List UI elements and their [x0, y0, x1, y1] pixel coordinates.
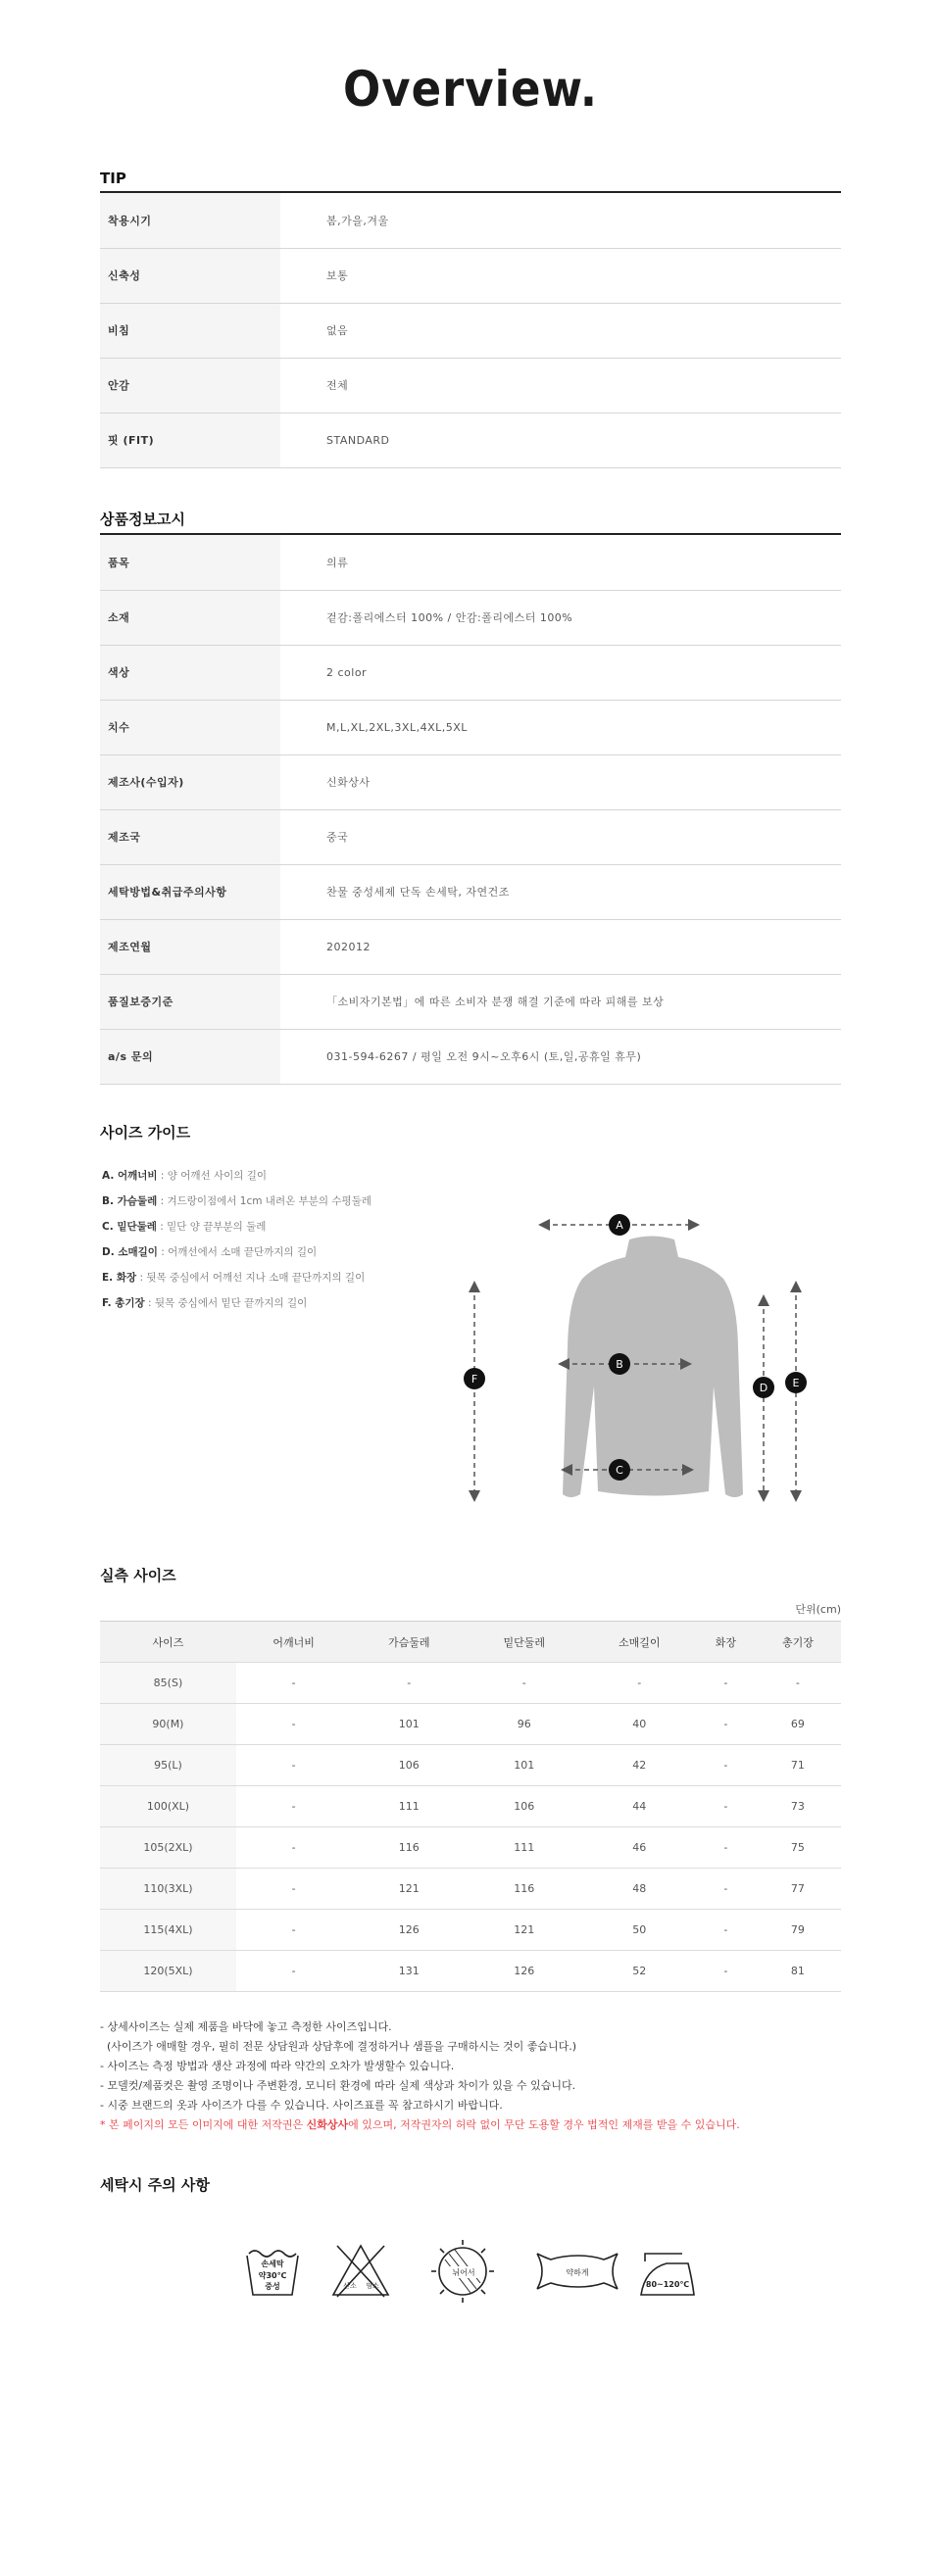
size-cell: -: [697, 1869, 755, 1910]
overview-title: Overview.: [343, 61, 598, 118]
table-row: [100, 974, 841, 1029]
size-cell: 73: [755, 1786, 841, 1827]
size-cell: -: [697, 1786, 755, 1827]
svg-text:D: D: [759, 1382, 768, 1394]
size-cell: -: [236, 1786, 352, 1827]
row-value: 없음: [280, 303, 841, 358]
table-row: [100, 1786, 841, 1827]
column-header: 소매길이: [582, 1622, 698, 1663]
list-item: [102, 1244, 371, 1270]
svg-text:염소: 염소: [366, 2282, 379, 2290]
row-label: 제조국: [100, 809, 280, 864]
list-item: [102, 1193, 371, 1219]
jacket-diagram: [451, 1200, 823, 1514]
guide-desc: : 밑단 양 끝부분의 둘레: [156, 1221, 267, 1233]
guide-desc: : 어깨선에서 소매 끝단까지의 길이: [157, 1246, 318, 1258]
svg-text:중성: 중성: [265, 2282, 280, 2291]
size-cell: 75: [755, 1827, 841, 1869]
size-cell: -: [755, 1663, 841, 1704]
row-label: a/s 문의: [100, 1029, 280, 1084]
wash-section: [100, 2174, 841, 2195]
table-row: [100, 413, 841, 467]
copyright-brand: 신화상사: [306, 2118, 349, 2131]
row-value: 전체: [280, 358, 841, 413]
column-header: 화장: [697, 1622, 755, 1663]
size-cell-label: 105(2XL): [100, 1827, 236, 1869]
size-cell: 121: [351, 1869, 467, 1910]
column-header: 총기장: [755, 1622, 841, 1663]
wash-title: 세탁시 주의 사항: [100, 2176, 210, 2194]
notice-title: 상품정보고시: [100, 510, 185, 528]
row-label: 제조연월: [100, 919, 280, 974]
tip-header: [100, 170, 841, 193]
table-row: [100, 754, 841, 809]
size-cell: 44: [582, 1786, 698, 1827]
table-row: [100, 864, 841, 919]
size-cell: 50: [582, 1910, 698, 1951]
row-label: 핏 (FIT): [100, 413, 280, 467]
note-line: - 사이즈는 측정 방법과 생산 과정에 따라 약간의 오차가 발생할수 있습니다.: [100, 2060, 455, 2072]
table-row: [100, 1745, 841, 1786]
size-cell-label: 100(XL): [100, 1786, 236, 1827]
size-cell: 42: [582, 1745, 698, 1786]
svg-text:약30℃: 약30℃: [258, 2271, 287, 2280]
column-header: 사이즈: [100, 1622, 236, 1663]
size-cell: -: [236, 1951, 352, 1992]
table-row: [100, 645, 841, 700]
svg-text:B: B: [616, 1358, 623, 1371]
tip-section: [100, 170, 841, 468]
note-line: - 시중 브랜드의 옷과 사이즈가 다를 수 있습니다. 사이즈표를 꼭 참고하시기 바랍니다.: [100, 2099, 503, 2112]
guide-desc: : 겨드랑이점에서 1cm 내려온 부분의 수평둘레: [157, 1195, 371, 1207]
size-cell-label: 120(5XL): [100, 1951, 236, 1992]
row-value: 찬물 중성세제 단독 손세탁, 자연건조: [280, 864, 841, 919]
copyright-note: [100, 2115, 740, 2135]
size-cell: 131: [351, 1951, 467, 1992]
hand-wash-icon: [247, 2251, 298, 2295]
size-cell: -: [697, 1951, 755, 1992]
guide-key: B. 가슴둘레: [102, 1195, 158, 1207]
row-value: 202012: [280, 919, 841, 974]
row-value: 겉감:폴리에스터 100% / 안감:폴리에스터 100%: [280, 590, 841, 645]
table-row: [100, 1951, 841, 1992]
size-cell: -: [697, 1745, 755, 1786]
size-guide-list: [102, 1168, 371, 1321]
table-row: [100, 1029, 841, 1084]
size-cell: 126: [467, 1951, 582, 1992]
row-label: 착용시기: [100, 193, 280, 248]
size-cell: 121: [467, 1910, 582, 1951]
size-cell: 111: [351, 1786, 467, 1827]
size-table: [100, 1621, 841, 1992]
row-value: 2 color: [280, 645, 841, 700]
row-value: 봄,가을,겨울: [280, 193, 841, 248]
actual-size-section: [100, 1565, 841, 1992]
guide-key: F. 총기장: [102, 1297, 145, 1309]
size-guide-title-wrap: [100, 1122, 841, 1142]
size-cell: 111: [467, 1827, 582, 1869]
actual-size-title: 실측 사이즈: [100, 1567, 176, 1584]
size-cell-label: 95(L): [100, 1745, 236, 1786]
svg-text:C: C: [616, 1464, 623, 1477]
size-cell: 126: [351, 1910, 467, 1951]
table-header-row: [100, 1622, 841, 1663]
size-cell: -: [467, 1663, 582, 1704]
row-label: 제조사(수입자): [100, 754, 280, 809]
table-row: [100, 1827, 841, 1869]
table-row: [100, 193, 841, 248]
table-row: [100, 1869, 841, 1910]
guide-key: A. 어깨너비: [102, 1170, 158, 1182]
note-line: - 상세사이즈는 실제 제품을 바닥에 놓고 측정한 사이즈입니다.: [100, 2020, 392, 2033]
guide-key: D. 소매길이: [102, 1246, 158, 1258]
svg-text:약하게: 약하게: [566, 2268, 589, 2277]
size-cell: 48: [582, 1869, 698, 1910]
size-cell: 77: [755, 1869, 841, 1910]
size-cell: 116: [351, 1827, 467, 1869]
table-row: [100, 535, 841, 590]
marker-b: [609, 1353, 630, 1375]
size-cell: 106: [467, 1786, 582, 1827]
svg-text:E: E: [792, 1377, 800, 1389]
svg-text:F: F: [470, 1373, 478, 1385]
size-cell: 101: [351, 1704, 467, 1745]
size-cell: 71: [755, 1745, 841, 1786]
size-table-body: [100, 1663, 841, 1992]
guide-desc: : 뒷목 중심에서 밑단 끝까지의 길이: [144, 1297, 308, 1309]
list-item: [102, 1168, 371, 1193]
row-value: 의류: [280, 535, 841, 590]
size-cell: -: [236, 1704, 352, 1745]
note-line: - 모델컷/제품컷은 촬영 조명이나 주변환경, 모니터 환경에 따라 실제 색상과 차이가 있을 수 있습니다.: [100, 2079, 576, 2092]
guide-key: E. 화장: [102, 1272, 137, 1284]
size-cell: -: [351, 1663, 467, 1704]
size-cell: -: [236, 1869, 352, 1910]
row-label: 색상: [100, 645, 280, 700]
table-row: [100, 303, 841, 358]
size-cell-label: 115(4XL): [100, 1910, 236, 1951]
size-cell: -: [697, 1910, 755, 1951]
row-label: 소재: [100, 590, 280, 645]
list-item: [102, 1295, 371, 1321]
row-value: 031-594-6267 / 평일 오전 9시~오후6시 (토,일,공휴일 휴무): [280, 1029, 841, 1084]
list-item: [102, 1219, 371, 1244]
marker-e: [785, 1372, 807, 1393]
row-value: 신화상사: [280, 754, 841, 809]
size-cell: -: [236, 1827, 352, 1869]
table-row: [100, 700, 841, 754]
size-cell: 101: [467, 1745, 582, 1786]
size-cell: 116: [467, 1869, 582, 1910]
column-header: 밑단둘레: [467, 1622, 582, 1663]
table-row: [100, 1704, 841, 1745]
table-row: [100, 1663, 841, 1704]
size-cell: 81: [755, 1951, 841, 1992]
unit-label: 단위(cm): [795, 1603, 841, 1616]
table-row: [100, 358, 841, 413]
row-label: 신축성: [100, 248, 280, 303]
size-cell: -: [236, 1663, 352, 1704]
guide-key: C. 밑단둘레: [102, 1221, 157, 1233]
row-label: 치수: [100, 700, 280, 754]
size-cell: -: [697, 1827, 755, 1869]
table-row: [100, 919, 841, 974]
iron-icon: [641, 2254, 694, 2295]
copyright-text: 에 있으며, 저작권자의 허락 없이 무단 도용할 경우 법적인 제재를 받을 수 있습니다.: [348, 2118, 740, 2131]
row-label: 세탁방법&취급주의사항: [100, 864, 280, 919]
jacket-silhouette: [563, 1237, 743, 1498]
size-cell: 40: [582, 1704, 698, 1745]
column-header: 가슴둘레: [351, 1622, 467, 1663]
table-row: [100, 809, 841, 864]
marker-c: [609, 1459, 630, 1481]
row-value: 「소비자기본법」에 따른 소비자 분쟁 해결 기준에 따라 피해를 보상: [280, 974, 841, 1029]
guide-desc: : 양 어깨선 사이의 길이: [157, 1170, 268, 1182]
row-label: 안감: [100, 358, 280, 413]
size-cell: -: [582, 1663, 698, 1704]
list-item: [102, 1270, 371, 1295]
size-cell: -: [697, 1704, 755, 1745]
notes: [100, 2017, 740, 2135]
row-label: 품질보증기준: [100, 974, 280, 1029]
svg-text:80~120℃: 80~120℃: [645, 2280, 690, 2289]
tip-table: [100, 193, 841, 468]
size-cell-label: 90(M): [100, 1704, 236, 1745]
row-value: 중국: [280, 809, 841, 864]
size-cell: -: [236, 1910, 352, 1951]
marker-f: [464, 1368, 485, 1389]
size-cell: 79: [755, 1910, 841, 1951]
row-value: 보통: [280, 248, 841, 303]
row-label: 비침: [100, 303, 280, 358]
wash-icons: [235, 2232, 706, 2310]
column-header: 어깨너비: [236, 1622, 352, 1663]
size-cell: -: [236, 1745, 352, 1786]
size-cell: 69: [755, 1704, 841, 1745]
row-label: 품목: [100, 535, 280, 590]
no-bleach-icon: [333, 2246, 388, 2297]
size-cell-label: 110(3XL): [100, 1869, 236, 1910]
row-value: STANDARD: [280, 413, 841, 467]
guide-desc: : 뒷목 중심에서 어깨선 지나 소매 끝단까지의 길이: [136, 1272, 366, 1284]
notice-section: [100, 509, 841, 1085]
gentle-wring-icon: [537, 2254, 618, 2289]
size-guide-title: 사이즈 가이드: [100, 1124, 191, 1142]
size-cell-label: 85(S): [100, 1663, 236, 1704]
size-cell: 52: [582, 1951, 698, 1992]
table-row: [100, 248, 841, 303]
shade-dry-icon: [431, 2240, 494, 2303]
size-cell: 46: [582, 1827, 698, 1869]
table-row: [100, 1910, 841, 1951]
marker-d: [753, 1377, 774, 1398]
svg-text:A: A: [616, 1219, 623, 1232]
notice-header: [100, 509, 841, 535]
svg-text:손세탁: 손세탁: [261, 2260, 284, 2268]
tip-title: TIP: [100, 170, 126, 187]
row-value: M,L,XL,2XL,3XL,4XL,5XL: [280, 700, 841, 754]
size-cell: -: [697, 1663, 755, 1704]
notice-table: [100, 535, 841, 1085]
copyright-text: * 본 페이지의 모든 이미지에 대한 저작권은: [100, 2118, 307, 2131]
size-cell: 96: [467, 1704, 582, 1745]
svg-text:산소: 산소: [343, 2282, 357, 2290]
svg-text:뉘어서: 뉘어서: [452, 2268, 475, 2277]
table-row: [100, 590, 841, 645]
note-line: (사이즈가 애매할 경우, 필히 전문 상담원과 상담후에 결정하거나 샘플을 구매하시는 것이 좋습니다.): [100, 2040, 577, 2053]
size-cell: 106: [351, 1745, 467, 1786]
marker-a: [609, 1214, 630, 1236]
